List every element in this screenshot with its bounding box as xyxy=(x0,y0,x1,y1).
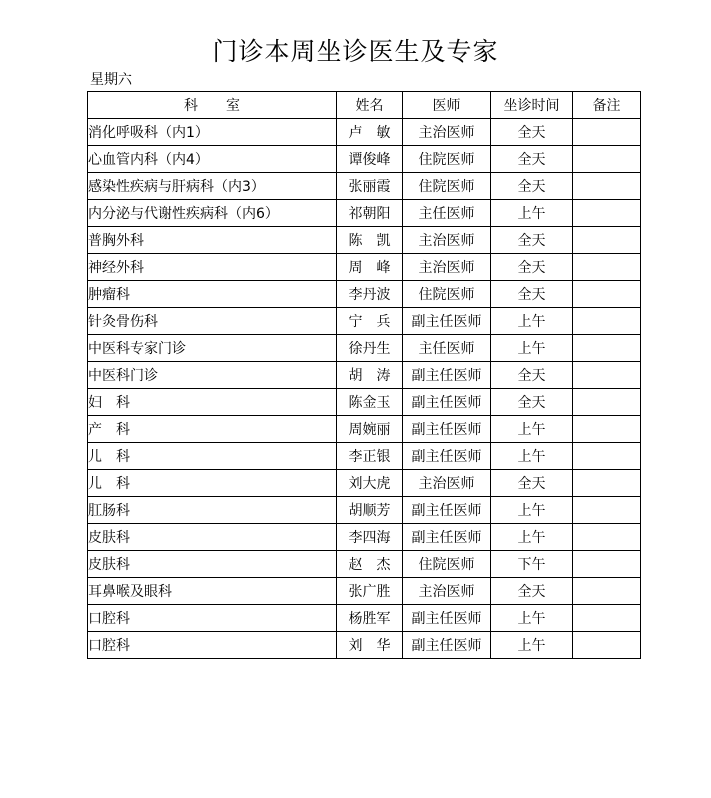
clinic-time-cell: 全天 xyxy=(491,362,573,389)
doctor-name-cell: 周 峰 xyxy=(337,254,403,281)
department-cell: 感染性疾病与肝病科（内3） xyxy=(88,173,337,200)
clinic-time-cell: 全天 xyxy=(491,173,573,200)
doctor-name-cell: 李四海 xyxy=(337,524,403,551)
note-cell xyxy=(573,497,641,524)
doctor-name-cell: 祁朝阳 xyxy=(337,200,403,227)
note-cell xyxy=(573,200,641,227)
doctor-name-cell: 周婉丽 xyxy=(337,416,403,443)
table-row xyxy=(88,362,641,389)
department-cell: 中医科专家门诊 xyxy=(88,335,337,362)
department-cell: 神经外科 xyxy=(88,254,337,281)
department-cell: 儿 科 xyxy=(88,470,337,497)
clinic-time-cell: 全天 xyxy=(491,281,573,308)
table-row xyxy=(88,308,641,335)
header-note: 备注 xyxy=(573,92,641,119)
doctor-name-cell: 刘 华 xyxy=(337,632,403,659)
table-row xyxy=(88,119,641,146)
note-cell xyxy=(573,254,641,281)
doctor-name-cell: 胡 涛 xyxy=(337,362,403,389)
table-row xyxy=(88,578,641,605)
doctor-name-cell: 杨胜军 xyxy=(337,605,403,632)
clinic-time-cell: 上午 xyxy=(491,308,573,335)
note-cell xyxy=(573,281,641,308)
note-cell xyxy=(573,551,641,578)
clinic-time-cell: 全天 xyxy=(491,470,573,497)
note-cell xyxy=(573,173,641,200)
doctor-title-cell: 副主任医师 xyxy=(403,605,491,632)
doctor-title-cell: 副主任医师 xyxy=(403,497,491,524)
note-cell xyxy=(573,632,641,659)
table-row xyxy=(88,443,641,470)
department-cell: 皮肤科 xyxy=(88,524,337,551)
note-cell xyxy=(573,605,641,632)
table-row xyxy=(88,335,641,362)
header-time: 坐诊时间 xyxy=(491,92,573,119)
note-cell xyxy=(573,335,641,362)
note-cell xyxy=(573,146,641,173)
clinic-time-cell: 全天 xyxy=(491,146,573,173)
department-cell: 儿 科 xyxy=(88,443,337,470)
header-name: 姓名 xyxy=(337,92,403,119)
table-row xyxy=(88,200,641,227)
clinic-time-cell: 全天 xyxy=(491,389,573,416)
header-dept: 科 室 xyxy=(88,92,337,119)
doctor-title-cell: 住院医师 xyxy=(403,551,491,578)
note-cell xyxy=(573,362,641,389)
department-cell: 口腔科 xyxy=(88,605,337,632)
table-row xyxy=(88,632,641,659)
table-row xyxy=(88,470,641,497)
doctor-name-cell: 宁 兵 xyxy=(337,308,403,335)
doctor-name-cell: 徐丹生 xyxy=(337,335,403,362)
doctor-title-cell: 主任医师 xyxy=(403,335,491,362)
table-row xyxy=(88,416,641,443)
note-cell xyxy=(573,119,641,146)
doctor-name-cell: 卢 敏 xyxy=(337,119,403,146)
doctor-title-cell: 主治医师 xyxy=(403,470,491,497)
table-row xyxy=(88,605,641,632)
note-cell xyxy=(573,578,641,605)
doctor-name-cell: 李丹波 xyxy=(337,281,403,308)
clinic-time-cell: 上午 xyxy=(491,524,573,551)
note-cell xyxy=(573,524,641,551)
department-cell: 中医科门诊 xyxy=(88,362,337,389)
doctor-title-cell: 住院医师 xyxy=(403,281,491,308)
clinic-time-cell: 全天 xyxy=(491,119,573,146)
doctor-title-cell: 住院医师 xyxy=(403,146,491,173)
department-cell: 针灸骨伤科 xyxy=(88,308,337,335)
doctor-title-cell: 副主任医师 xyxy=(403,632,491,659)
clinic-time-cell: 上午 xyxy=(491,632,573,659)
table-row xyxy=(88,389,641,416)
note-cell xyxy=(573,470,641,497)
doctor-title-cell: 主治医师 xyxy=(403,578,491,605)
doctor-name-cell: 谭俊峰 xyxy=(337,146,403,173)
doctor-title-cell: 副主任医师 xyxy=(403,524,491,551)
doctor-name-cell: 张广胜 xyxy=(337,578,403,605)
doctor-name-cell: 胡顺芳 xyxy=(337,497,403,524)
clinic-time-cell: 上午 xyxy=(491,443,573,470)
department-cell: 妇 科 xyxy=(88,389,337,416)
clinic-time-cell: 上午 xyxy=(491,200,573,227)
clinic-time-cell: 下午 xyxy=(491,551,573,578)
doctor-title-cell: 主治医师 xyxy=(403,254,491,281)
note-cell xyxy=(573,443,641,470)
clinic-time-cell: 上午 xyxy=(491,416,573,443)
doctor-name-cell: 陈金玉 xyxy=(337,389,403,416)
table-row xyxy=(88,173,641,200)
day-label: 星期六 xyxy=(90,72,132,88)
department-cell: 耳鼻喉及眼科 xyxy=(88,578,337,605)
department-cell: 消化呼吸科（内1） xyxy=(88,119,337,146)
table-row xyxy=(88,551,641,578)
note-cell xyxy=(573,416,641,443)
doctor-title-cell: 副主任医师 xyxy=(403,389,491,416)
doctor-title-cell: 主治医师 xyxy=(403,227,491,254)
note-cell xyxy=(573,227,641,254)
clinic-time-cell: 上午 xyxy=(491,605,573,632)
doctor-name-cell: 刘大虎 xyxy=(337,470,403,497)
doctor-title-cell: 副主任医师 xyxy=(403,308,491,335)
table-row xyxy=(88,497,641,524)
clinic-time-cell: 全天 xyxy=(491,578,573,605)
department-cell: 肿瘤科 xyxy=(88,281,337,308)
department-cell: 肛肠科 xyxy=(88,497,337,524)
doctor-name-cell: 陈 凯 xyxy=(337,227,403,254)
doctor-name-cell: 赵 杰 xyxy=(337,551,403,578)
table-row xyxy=(88,227,641,254)
page-title: 门诊本周坐诊医生及专家 xyxy=(212,37,499,66)
department-cell: 内分泌与代谢性疾病科（内6） xyxy=(88,200,337,227)
doctor-name-cell: 张丽霞 xyxy=(337,173,403,200)
department-cell: 口腔科 xyxy=(88,632,337,659)
schedule-table xyxy=(87,91,641,659)
doctor-title-cell: 主任医师 xyxy=(403,200,491,227)
note-cell xyxy=(573,389,641,416)
doctor-title-cell: 副主任医师 xyxy=(403,362,491,389)
department-cell: 产 科 xyxy=(88,416,337,443)
table-header-row xyxy=(88,92,641,119)
department-cell: 普胸外科 xyxy=(88,227,337,254)
table-row xyxy=(88,146,641,173)
clinic-time-cell: 全天 xyxy=(491,254,573,281)
clinic-time-cell: 上午 xyxy=(491,497,573,524)
doctor-title-cell: 主治医师 xyxy=(403,119,491,146)
doctor-name-cell: 李正银 xyxy=(337,443,403,470)
doctor-title-cell: 副主任医师 xyxy=(403,443,491,470)
table-row xyxy=(88,524,641,551)
note-cell xyxy=(573,308,641,335)
header-doctor-title: 医师 xyxy=(403,92,491,119)
doctor-title-cell: 住院医师 xyxy=(403,173,491,200)
department-cell: 心血管内科（内4） xyxy=(88,146,337,173)
clinic-time-cell: 上午 xyxy=(491,335,573,362)
table-row xyxy=(88,254,641,281)
department-cell: 皮肤科 xyxy=(88,551,337,578)
table-row xyxy=(88,281,641,308)
table-body xyxy=(88,119,641,659)
clinic-time-cell: 全天 xyxy=(491,227,573,254)
doctor-title-cell: 副主任医师 xyxy=(403,416,491,443)
